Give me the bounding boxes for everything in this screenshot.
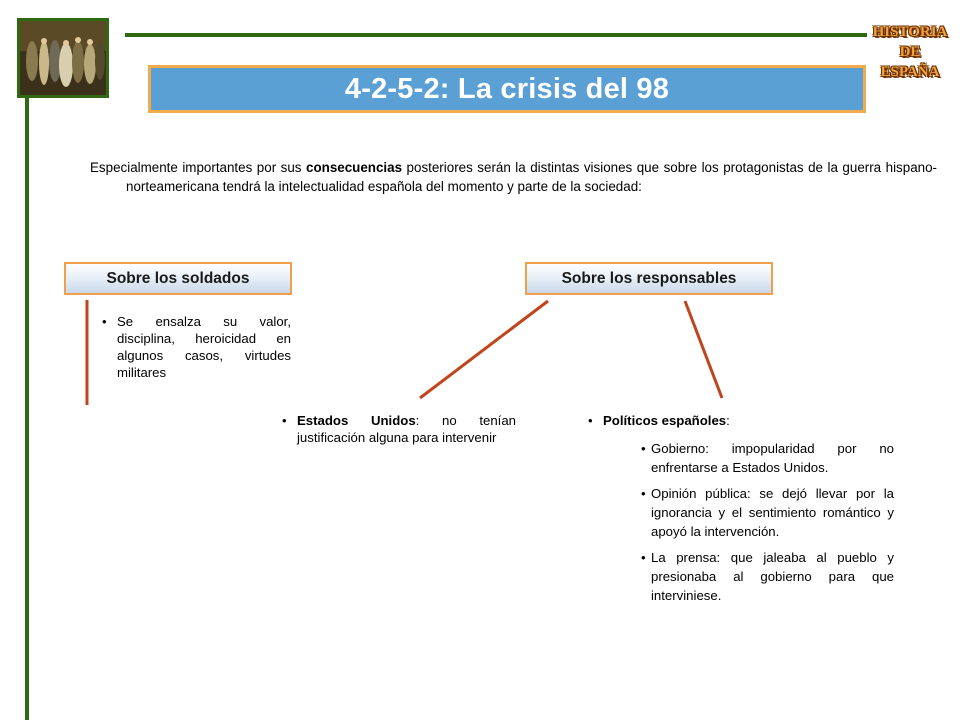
logo-line-1: HISTORIA: [872, 24, 948, 40]
eeuu-text: : no tenían justificación alguna para intervenir: [297, 413, 517, 445]
politicos-connector: [685, 301, 722, 398]
eeuu-connector: [420, 301, 548, 398]
logo-line-2: DE: [899, 44, 921, 60]
politicos-bullet-block: [588, 412, 894, 605]
page-title: 4-2-5-2: La crisis del 98: [344, 72, 670, 105]
soldados-bullet-block: [102, 313, 291, 381]
subitem-text: Opinión pública: se dejó llevar por la ignorancia y el sentimiento romántico y apoyó la intervención.: [651, 486, 894, 539]
eeuu-bullet-block: [282, 412, 516, 446]
politicos-bullet: [588, 412, 894, 429]
politicos-colon: :: [726, 413, 730, 428]
politicos-subitem-opinion: [641, 484, 894, 541]
soldados-bullet-text: Se ensalza su valor, disciplina, heroicidad en algunos casos, virtudes militares: [117, 314, 291, 380]
soldados-bullet: [102, 313, 291, 381]
eeuu-bullet: [282, 412, 516, 446]
politicos-subitem-prensa: [641, 548, 894, 605]
section-header-soldados: [64, 262, 292, 295]
section-header-responsables: [525, 262, 773, 295]
intro-text-start: Especialmente importantes por sus: [90, 160, 307, 175]
intro-text-end: posteriores serán la distintas visiones que sobre los protagonistas de la guerra hispano-norteamericana tendrá la intelectualidad española del momento y parte de la sociedad:: [126, 160, 938, 194]
subitem-text: La prensa: que jaleaba al pueblo y presionaba al gobierno para que interviniese.: [651, 550, 894, 603]
section-header-responsables-label: Sobre los responsables: [561, 269, 737, 287]
intro-keyword: consecuencias: [306, 160, 403, 175]
logo-line-3: ESPAÑA: [880, 64, 940, 80]
subitem-text: Gobierno: impopularidad por no enfrentarse a Estados Unidos.: [651, 441, 894, 475]
politicos-label: Políticos españoles: [603, 413, 727, 428]
section-header-soldados-label: Sobre los soldados: [106, 269, 250, 287]
eeuu-label: Estados Unidos: [297, 413, 416, 428]
politicos-subitem-gobierno: [641, 439, 894, 477]
